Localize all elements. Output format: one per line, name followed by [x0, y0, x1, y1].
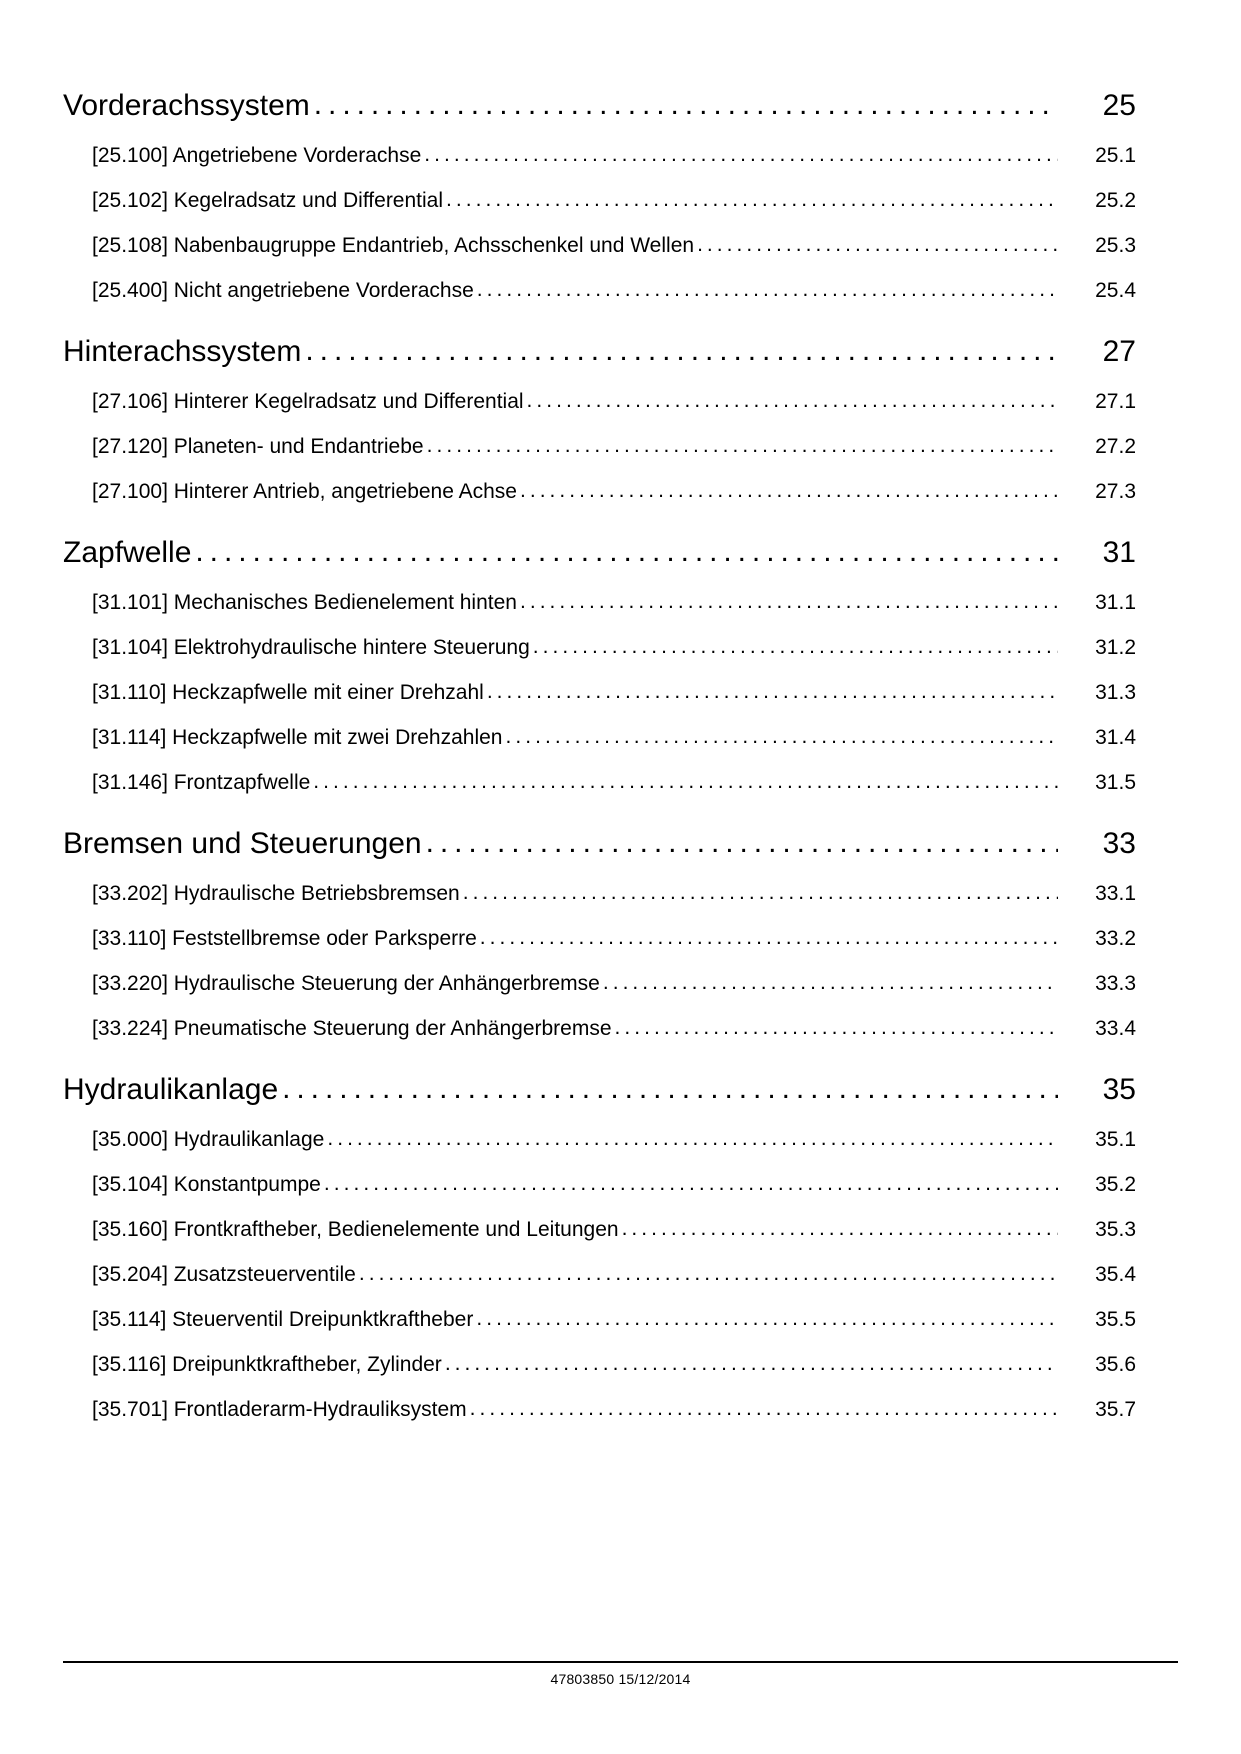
- leader-dots: [313, 770, 1058, 796]
- leader-dots: [505, 725, 1058, 751]
- toc-section-page: 33.3: [1095, 972, 1136, 995]
- leader-dots: [487, 680, 1058, 706]
- toc-section-entry[interactable]: [63, 278, 1136, 304]
- toc-section-page: 33.1: [1095, 882, 1136, 905]
- leader-dots: [445, 1352, 1058, 1378]
- toc-section-entry[interactable]: [63, 1307, 1136, 1333]
- leader-dots: [359, 1262, 1058, 1288]
- footer-divider: [63, 1661, 1178, 1663]
- toc-section-entry[interactable]: [63, 143, 1136, 169]
- leader-dots: [463, 881, 1058, 907]
- leader-dots: [533, 635, 1058, 661]
- toc-section-page: 31.3: [1095, 681, 1136, 704]
- leader-dots: [446, 188, 1058, 214]
- toc-section-page: 33.2: [1095, 927, 1136, 950]
- toc-section-label: [31.114] Heckzapfwelle mit zwei Drehzahlen: [92, 726, 503, 749]
- toc-section-list: [63, 389, 1136, 505]
- toc-chapter-entry[interactable]: [63, 535, 1136, 571]
- toc-section-entry[interactable]: [63, 881, 1136, 907]
- toc-section-entry[interactable]: [63, 926, 1136, 952]
- toc-section-page: 35.7: [1095, 1398, 1136, 1421]
- toc-section-label: [33.220] Hydraulische Steuerung der Anhängerbremse: [92, 972, 600, 995]
- toc-chapter-entry[interactable]: [63, 334, 1136, 370]
- toc-section-entry[interactable]: [63, 680, 1136, 706]
- toc-chapter-entry[interactable]: [63, 1072, 1136, 1108]
- toc-section-page: 27.3: [1095, 480, 1136, 503]
- toc-section-page: 35.5: [1095, 1308, 1136, 1331]
- toc-chapter-entry[interactable]: [63, 88, 1136, 124]
- leader-dots: [477, 278, 1058, 304]
- toc-section-label: [35.701] Frontladerarm-Hydrauliksystem: [92, 1398, 467, 1421]
- toc-section-label: [25.108] Nabenbaugruppe Endantrieb, Achsschenkel und Wellen: [92, 234, 695, 257]
- toc-section-label: [27.120] Planeten- und Endantriebe: [92, 435, 424, 458]
- leader-dots: [427, 434, 1058, 460]
- toc-chapter-title: Zapfwelle: [63, 536, 192, 569]
- toc-section-page: 35.3: [1095, 1218, 1136, 1241]
- toc-section-entry[interactable]: [63, 1016, 1136, 1042]
- toc-section-list: [63, 1127, 1136, 1423]
- toc-section-page: 31.2: [1095, 636, 1136, 659]
- toc-section-page: 35.2: [1095, 1173, 1136, 1196]
- leader-dots: [697, 233, 1058, 259]
- leader-dots: [527, 389, 1058, 415]
- leader-dots: [426, 826, 1058, 862]
- toc-section-label: [25.400] Nicht angetriebene Vorderachse: [92, 279, 474, 302]
- toc-section-list: [63, 143, 1136, 304]
- toc-section-label: [33.202] Hydraulische Betriebsbremsen: [92, 882, 460, 905]
- toc-section-label: [31.104] Elektrohydraulische hintere Steuerung: [92, 636, 530, 659]
- toc-chapter-page: 27: [1102, 335, 1136, 368]
- toc-chapter-title: Bremsen und Steuerungen: [63, 827, 422, 860]
- toc-section-entry[interactable]: [63, 725, 1136, 751]
- toc-chapter-title: Vorderachssystem: [63, 89, 310, 122]
- toc-chapter: [63, 88, 1136, 304]
- toc-section-entry[interactable]: [63, 1127, 1136, 1153]
- toc-section-label: [25.100] Angetriebene Vorderachse: [92, 144, 422, 167]
- toc-section-entry[interactable]: [63, 971, 1136, 997]
- toc-section-page: 25.2: [1095, 189, 1136, 212]
- leader-dots: [424, 143, 1058, 169]
- toc-chapter: [63, 535, 1136, 796]
- toc-chapter: [63, 334, 1136, 505]
- page-footer: [63, 1661, 1178, 1688]
- toc-chapter-page: 33: [1102, 827, 1136, 860]
- leader-dots: [314, 88, 1058, 124]
- toc-section-label: [35.160] Frontkraftheber, Bedienelemente und Leitungen: [92, 1218, 619, 1241]
- toc-section-entry[interactable]: [63, 1172, 1136, 1198]
- leader-dots: [476, 1307, 1058, 1333]
- toc-section-entry[interactable]: [63, 479, 1136, 505]
- leader-dots: [305, 334, 1058, 370]
- toc-section-label: [35.104] Konstantpumpe: [92, 1173, 321, 1196]
- toc-section-page: 25.3: [1095, 234, 1136, 257]
- toc-section-label: [27.106] Hinterer Kegelradsatz und Differential: [92, 390, 524, 413]
- toc-section-label: [31.110] Heckzapfwelle mit einer Drehzahl: [92, 681, 484, 704]
- toc-section-entry[interactable]: [63, 590, 1136, 616]
- toc-section-page: 27.1: [1095, 390, 1136, 413]
- toc-section-entry[interactable]: [63, 233, 1136, 259]
- leader-dots: [520, 590, 1058, 616]
- toc-section-label: [35.114] Steuerventil Dreipunktkraftheber: [92, 1308, 474, 1331]
- toc-section-entry[interactable]: [63, 389, 1136, 415]
- toc-section-entry[interactable]: [63, 1262, 1136, 1288]
- toc-section-label: [27.100] Hinterer Antrieb, angetriebene Achse: [92, 480, 517, 503]
- toc-section-page: 31.1: [1095, 591, 1136, 614]
- leader-dots: [327, 1127, 1058, 1153]
- toc-section-label: [33.110] Feststellbremse oder Parksperre: [92, 927, 477, 950]
- toc-section-list: [63, 881, 1136, 1042]
- leader-dots: [622, 1217, 1058, 1243]
- toc-section-label: [31.101] Mechanisches Bedienelement hinten: [92, 591, 517, 614]
- toc-section-page: 31.5: [1095, 771, 1136, 794]
- toc-section-list: [63, 590, 1136, 796]
- toc-chapter-page: 31: [1102, 536, 1136, 569]
- toc-chapter-title: Hinterachssystem: [63, 335, 302, 368]
- toc-section-page: 25.1: [1095, 144, 1136, 167]
- toc-section-entry[interactable]: [63, 770, 1136, 796]
- toc-section-entry[interactable]: [63, 434, 1136, 460]
- toc-section-label: [35.116] Dreipunktkraftheber, Zylinder: [92, 1353, 442, 1376]
- leader-dots: [470, 1397, 1058, 1423]
- toc-section-page: 33.4: [1095, 1017, 1136, 1040]
- leader-dots: [615, 1016, 1058, 1042]
- toc-section-label: [33.224] Pneumatische Steuerung der Anhängerbremse: [92, 1017, 612, 1040]
- toc-section-page: 31.4: [1095, 726, 1136, 749]
- toc-section-entry[interactable]: [63, 188, 1136, 214]
- toc-section-entry[interactable]: [63, 1352, 1136, 1378]
- toc-section-entry[interactable]: [63, 635, 1136, 661]
- toc-section-label: [25.102] Kegelradsatz und Differential: [92, 189, 444, 212]
- toc-section-page: 27.2: [1095, 435, 1136, 458]
- leader-dots: [603, 971, 1058, 997]
- toc-section-page: 25.4: [1095, 279, 1136, 302]
- toc-section-page: 35.1: [1095, 1128, 1136, 1151]
- toc-section-label: [35.000] Hydraulikanlage: [92, 1128, 325, 1151]
- toc-section-label: [31.146] Frontzapfwelle: [92, 771, 311, 794]
- toc-chapter-entry[interactable]: [63, 826, 1136, 862]
- toc-section-entry[interactable]: [63, 1397, 1136, 1423]
- toc-chapter: [63, 1072, 1136, 1423]
- leader-dots: [282, 1072, 1058, 1108]
- leader-dots: [324, 1172, 1058, 1198]
- toc-section-entry[interactable]: [63, 1217, 1136, 1243]
- toc-section-label: [35.204] Zusatzsteuerventile: [92, 1263, 356, 1286]
- toc-chapter-title: Hydraulikanlage: [63, 1073, 279, 1106]
- table-of-contents: [63, 88, 1136, 1423]
- leader-dots: [480, 926, 1058, 952]
- toc-chapter-page: 25: [1102, 89, 1136, 122]
- leader-dots: [195, 535, 1058, 571]
- toc-section-page: 35.4: [1095, 1263, 1136, 1286]
- leader-dots: [520, 479, 1058, 505]
- footer-text: 47803850 15/12/2014: [550, 1671, 691, 1687]
- toc-chapter-page: 35: [1102, 1073, 1136, 1106]
- toc-section-page: 35.6: [1095, 1353, 1136, 1376]
- toc-chapter: [63, 826, 1136, 1042]
